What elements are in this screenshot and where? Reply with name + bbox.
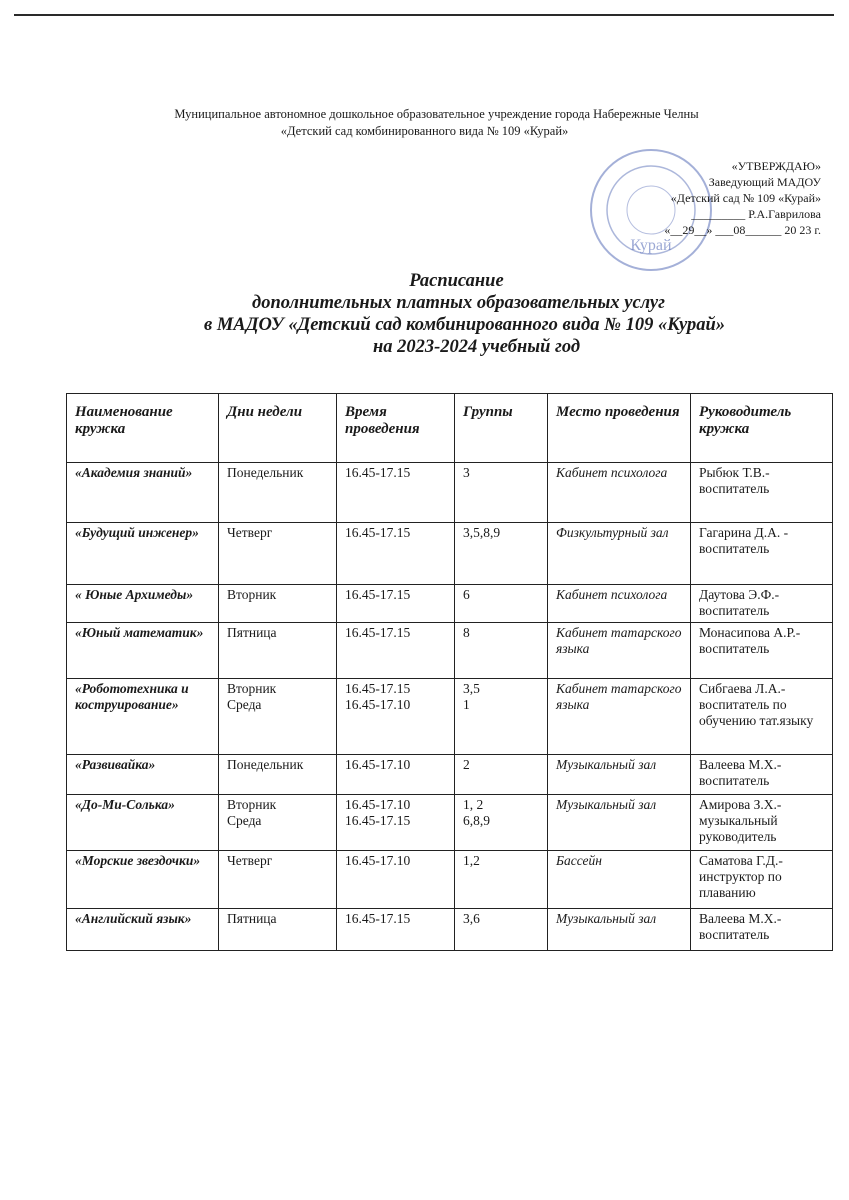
cell-club-name: «Морские звездочки»: [67, 851, 219, 909]
cell-place: Физкультурный зал: [548, 523, 691, 585]
approval-block: [664, 158, 821, 238]
approval-date: «__29__» ___08______ 20 23 г.: [664, 223, 821, 237]
cell-leader: Гагарина Д.А. - воспитатель: [691, 523, 833, 585]
table-row: [67, 851, 833, 909]
cell-club-name: « Юные Архимеды»: [67, 585, 219, 623]
cell-leader: Амирова З.Х.- музыкальный руководитель: [691, 795, 833, 851]
cell-days: Пятница: [219, 909, 337, 951]
cell-leader: Валеева М.Х.- воспитатель: [691, 755, 833, 795]
cell-days: Четверг: [219, 851, 337, 909]
cell-days: Понедельник: [219, 755, 337, 795]
header-groups: Группы: [455, 394, 548, 463]
cell-place: Бассейн: [548, 851, 691, 909]
header-place: Место проведения: [548, 394, 691, 463]
scan-border-line: [14, 14, 834, 16]
cell-place: Музыкальный зал: [548, 755, 691, 795]
header-weekdays: Дни недели: [219, 394, 337, 463]
approval-position: Заведующий МАДОУ: [708, 175, 821, 189]
cell-groups: 1, 2 6,8,9: [455, 795, 548, 851]
cell-days: Пятница: [219, 623, 337, 679]
title-line-2: дополнительных платных образовательных услуг: [252, 293, 665, 313]
title-line-1: Расписание: [409, 271, 504, 291]
approval-organization: «Детский сад № 109 «Курай»: [670, 191, 821, 205]
cell-days: Понедельник: [219, 463, 337, 523]
cell-place: Кабинет психолога: [548, 585, 691, 623]
cell-days: Вторник Среда: [219, 679, 337, 755]
cell-groups: 3,6: [455, 909, 548, 951]
cell-time: 16.45-17.15: [337, 623, 455, 679]
title-line-4: на 2023-2024 учебный год: [372, 337, 581, 357]
cell-time: 16.45-17.15: [337, 463, 455, 523]
cell-place: Кабинет татарского языка: [548, 679, 691, 755]
cell-days: Вторник: [219, 585, 337, 623]
cell-leader: Валеева М.Х.- воспитатель: [691, 909, 833, 951]
seal-text: Курай: [630, 237, 672, 254]
table-row: [67, 755, 833, 795]
table-row: [67, 585, 833, 623]
cell-time: 16.45-17.15: [337, 909, 455, 951]
cell-groups: 3,5 1: [455, 679, 548, 755]
cell-groups: 3: [455, 463, 548, 523]
institution-header: [0, 106, 849, 140]
table-row: [67, 679, 833, 755]
cell-club-name: «Развивайка»: [67, 755, 219, 795]
cell-place: Кабинет татарского языка: [548, 623, 691, 679]
header-leader: Руководитель кружка: [691, 394, 833, 463]
cell-time: 16.45-17.10: [337, 755, 455, 795]
table-row: [67, 463, 833, 523]
cell-groups: 6: [455, 585, 548, 623]
cell-time: 16.45-17.15 16.45-17.10: [337, 679, 455, 755]
cell-time: 16.45-17.15: [337, 585, 455, 623]
cell-club-name: «Английский язык»: [67, 909, 219, 951]
table-header-row: [67, 394, 833, 463]
cell-club-name: «Будущий инженер»: [67, 523, 219, 585]
institution-subname: «Детский сад комбинированного вида № 109 «Курай»: [280, 124, 569, 138]
institution-name: Муниципальное автономное дошкольное образовательное учреждение города Набережные Челны: [174, 107, 699, 121]
approval-signature: _________ Р.А.Гаврилова: [691, 207, 821, 221]
cell-place: Кабинет психолога: [548, 463, 691, 523]
table-row: [67, 623, 833, 679]
cell-groups: 1,2: [455, 851, 548, 909]
cell-days: Вторник Среда: [219, 795, 337, 851]
cell-club-name: «Робототехника и коструирование»: [67, 679, 219, 755]
cell-groups: 8: [455, 623, 548, 679]
cell-time: 16.45-17.10: [337, 851, 455, 909]
cell-time: 16.45-17.15: [337, 523, 455, 585]
header-club-name: Наименование кружка: [67, 394, 219, 463]
table-row: [67, 523, 833, 585]
table-row: [67, 795, 833, 851]
cell-leader: Монасипова А.Р.- воспитатель: [691, 623, 833, 679]
cell-club-name: «Юный математик»: [67, 623, 219, 679]
cell-leader: Сибгаева Л.А.- воспитатель по обучению тат.языку: [691, 679, 833, 755]
cell-groups: 2: [455, 755, 548, 795]
cell-place: Музыкальный зал: [548, 795, 691, 851]
cell-club-name: «Академия знаний»: [67, 463, 219, 523]
header-time: Время проведения: [337, 394, 455, 463]
approval-label: «УТВЕРЖДАЮ»: [731, 159, 821, 173]
table-row: [67, 909, 833, 951]
cell-place: Музыкальный зал: [548, 909, 691, 951]
title-line-3: в МАДОУ «Детский сад комбинированного вида № 109 «Курай»: [203, 315, 726, 335]
cell-groups: 3,5,8,9: [455, 523, 548, 585]
cell-leader: Саматова Г.Д.- инструктор по плаванию: [691, 851, 833, 909]
schedule-table: [66, 393, 833, 951]
cell-leader: Рыбюк Т.В.- воспитатель: [691, 463, 833, 523]
cell-club-name: «До-Ми-Солька»: [67, 795, 219, 851]
cell-time: 16.45-17.10 16.45-17.15: [337, 795, 455, 851]
document-title: [0, 270, 849, 358]
cell-leader: Даутова Э.Ф.- воспитатель: [691, 585, 833, 623]
cell-days: Четверг: [219, 523, 337, 585]
